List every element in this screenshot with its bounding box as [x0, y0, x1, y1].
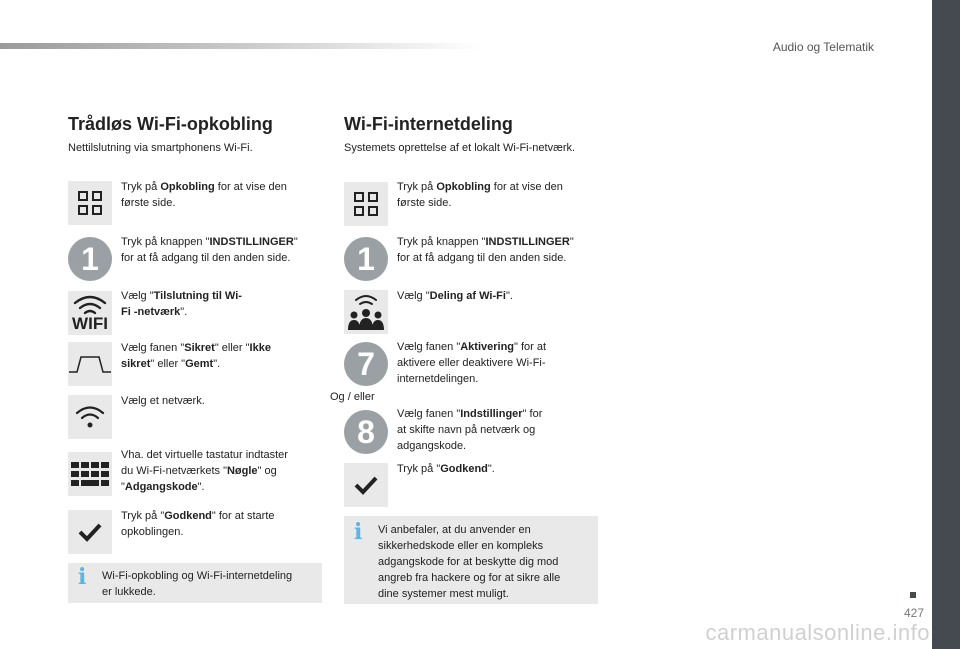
left-subtitle: Nettilslutning via smartphonens Wi-Fi. [68, 142, 253, 154]
left-step-2: Tryk på knappen "INDSTILLINGER" for at få adgang til den anden side. [121, 236, 298, 264]
home-grid-icon [68, 181, 112, 225]
left-step-1: Tryk på Opkobling for at vise den første side. [121, 181, 287, 209]
right-step-1: Tryk på Opkobling for at vise den første side. [397, 181, 563, 209]
home-grid-icon [344, 182, 388, 226]
tab-shape-icon [68, 342, 112, 386]
checkmark-icon [344, 463, 388, 507]
top-decor-bar [0, 43, 480, 49]
keyboard-icon [68, 452, 112, 496]
step-number-badge: 1 [68, 237, 112, 281]
left-title: Trådløs Wi-Fi-opkobling [68, 114, 273, 134]
step-number-badge: 7 [344, 342, 388, 386]
right-step-4: Vælg fanen "Aktivering" for at aktivere eller deaktivere Wi-Fi- internetdelingen. [397, 341, 547, 385]
right-info-text: Vi anbefaler, at du anvender en sikkerhedskode eller en kompleks adgangskode for at beskytte dig mod angreb fra hackere og for at sikre alle dine systemer mest muligt. [378, 524, 561, 600]
step-number-badge: 1 [344, 237, 388, 281]
wifi-icon [68, 395, 112, 439]
left-step-3: Vælg "Tilslutning til Wi- Fi -netværk". [121, 290, 242, 318]
left-step-7: Tryk på "Godkend" for at starte opkoblingen. [121, 510, 275, 538]
wifi-settings-icon [68, 291, 112, 335]
left-info-box [68, 563, 322, 603]
left-step-4: Vælg fanen "Sikret" eller "Ikke sikret" eller "Gemt". [121, 342, 271, 370]
wifi-label: WIFI [72, 314, 108, 333]
watermark: carmanualsonline.info [705, 620, 930, 645]
right-step-6: Tryk på "Godkend". [397, 463, 495, 475]
section-header: Audio og Telematik [772, 40, 874, 54]
sidebar-strip [932, 0, 960, 649]
info-icon: i [78, 564, 87, 590]
info-icon: i [354, 519, 363, 545]
page-number: 427 [903, 606, 924, 620]
og-eller-label: Og / eller [330, 391, 375, 403]
right-step-2: Tryk på knappen "INDSTILLINGER" for at få adgang til den anden side. [397, 236, 574, 264]
right-title: Wi-Fi-internetdeling [344, 114, 513, 134]
left-info-text: Wi-Fi-opkobling og Wi-Fi-internetdeling er lukkede. [102, 570, 293, 598]
right-info-box [344, 516, 598, 604]
checkmark-icon [68, 510, 112, 554]
right-subtitle: Systemets oprettelse af et lokalt Wi-Fi-netværk. [344, 142, 576, 154]
right-step-3: Vælg "Deling af Wi-Fi". [397, 290, 513, 302]
right-step-5: Vælg fanen "Indstillinger" for at skifte navn på netværk og adgangskode. [397, 408, 543, 452]
wifi-sharing-icon [344, 290, 388, 334]
left-step-5: Vælg et netværk. [121, 395, 205, 407]
step-number-badge: 8 [344, 410, 388, 454]
page-marker [910, 592, 916, 598]
left-step-6: Vha. det virtuelle tastatur indtaster du Wi-Fi-netværkets "Nøgle" og "Adgangskode". [121, 449, 288, 493]
